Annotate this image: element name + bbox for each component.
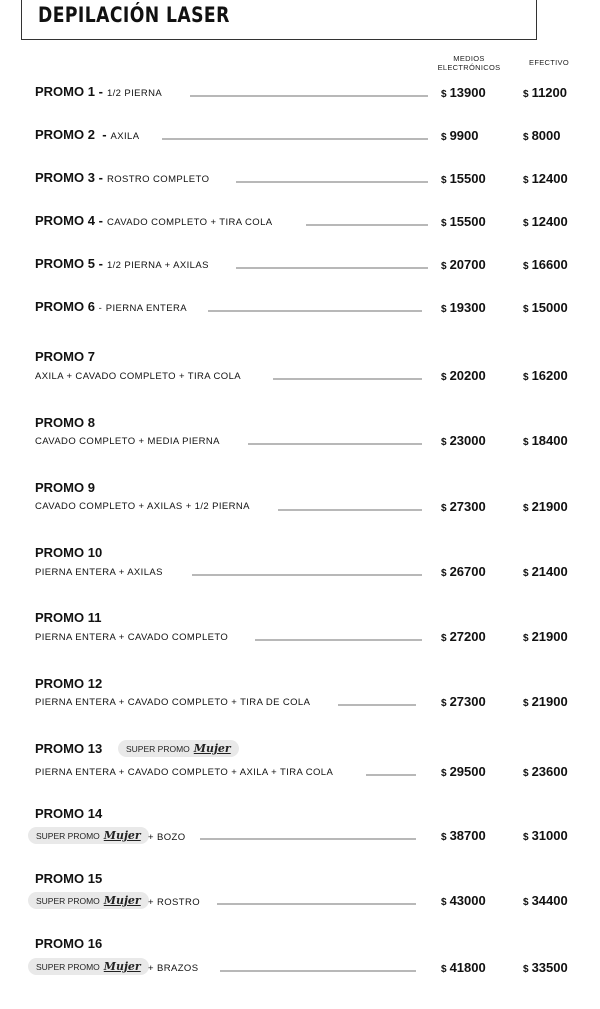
price-electronic: $ 20700 (441, 257, 486, 272)
column-header-electronic-line2: ELECTRÓNICOS (437, 63, 501, 72)
leader-line (255, 639, 422, 641)
price-electronic: $ 13900 (441, 85, 486, 100)
price-electronic: $ 27300 (441, 694, 486, 709)
title-box (21, 0, 537, 40)
price-electronic: $ 43000 (441, 893, 486, 908)
price-cash: $ 23600 (523, 764, 568, 779)
promo-row-13 (0, 740, 600, 790)
price-cash: $ 15000 (523, 300, 568, 315)
promo-desc: + BOZO (148, 832, 186, 843)
super-promo-badge: SUPER PROMO Mujer (118, 740, 239, 757)
price-electronic: $ 29500 (441, 764, 486, 779)
price-electronic: $ 15500 (441, 171, 486, 186)
promo-desc: AXILA (110, 131, 140, 142)
price-cash: $ 16600 (523, 257, 568, 272)
promo-name: PROMO 8 (35, 415, 95, 430)
promo-title: PROMO 3 - ROSTRO COMPLETO (35, 170, 210, 185)
promo-name: PROMO 1 (35, 84, 95, 99)
price-cash: $ 21400 (523, 564, 568, 579)
promo-name: PROMO 10 (35, 545, 103, 560)
promo-row-15 (0, 871, 600, 921)
leader-line (236, 267, 428, 269)
promo-name: PROMO 7 (35, 349, 95, 364)
leader-line (217, 903, 416, 905)
price-cash: $ 16200 (523, 368, 568, 383)
leader-line (208, 310, 422, 312)
leader-line (220, 970, 416, 972)
promo-desc: PIERNA ENTERA + CAVADO COMPLETO + AXILA + TIRA COLA (35, 767, 334, 778)
price-cash: $ 31000 (523, 828, 568, 843)
price-cash: $ 34400 (523, 893, 568, 908)
promo-row-8 (0, 415, 600, 465)
promo-row-3 (0, 170, 600, 210)
promo-name: PROMO 2 (35, 127, 95, 142)
price-electronic: $ 27300 (441, 499, 486, 514)
promo-name: PROMO 6 (35, 299, 95, 314)
promo-desc: + BRAZOS (148, 963, 199, 974)
promo-desc: CAVADO COMPLETO + TIRA COLA (106, 217, 273, 228)
price-cash: $ 33500 (523, 960, 568, 975)
super-promo-badge: SUPER PROMO Mujer (28, 892, 149, 909)
promo-desc: 1/2 PIERNA (106, 88, 163, 99)
price-cash: $ 12400 (523, 214, 568, 229)
price-cash: $ 8000 (523, 128, 561, 143)
leader-line (190, 95, 428, 97)
leader-line (236, 181, 428, 183)
promo-name: PROMO 16 (35, 936, 103, 951)
promo-desc: 1/2 PIERNA + AXILAS (106, 260, 209, 271)
promo-name: PROMO 3 (35, 170, 95, 185)
promo-row-6 (0, 299, 600, 339)
promo-row-4 (0, 213, 600, 253)
promo-title: PROMO 5 - 1/2 PIERNA + AXILAS (35, 256, 209, 271)
promo-desc: CAVADO COMPLETO + MEDIA PIERNA (35, 436, 220, 447)
leader-line (248, 443, 422, 445)
price-electronic: $ 9900 (441, 128, 479, 143)
promo-row-12 (0, 676, 600, 726)
promo-desc: + ROSTRO (148, 897, 201, 908)
price-cash: $ 12400 (523, 171, 568, 186)
promo-desc: AXILA + CAVADO COMPLETO + TIRA COLA (35, 371, 242, 382)
column-header-electronic-line1: MEDIOS (453, 54, 485, 63)
promo-row-9 (0, 480, 600, 530)
price-electronic: $ 20200 (441, 368, 486, 383)
promo-name: PROMO 9 (35, 480, 95, 495)
promo-desc: CAVADO COMPLETO + AXILAS + 1/2 PIERNA (35, 501, 250, 512)
leader-line (273, 378, 422, 380)
promo-name: PROMO 14 (35, 806, 103, 821)
price-cash: $ 11200 (523, 85, 567, 100)
price-cash: $ 21900 (523, 499, 568, 514)
leader-line (200, 838, 416, 840)
promo-desc: PIERNA ENTERA + AXILAS (35, 567, 163, 578)
promo-name: PROMO 4 (35, 213, 95, 228)
price-cash: $ 18400 (523, 433, 568, 448)
promo-name: PROMO 11 (35, 610, 102, 625)
promo-title: PROMO 2 - AXILA (35, 127, 140, 142)
leader-line (366, 774, 416, 776)
promo-desc: PIERNA ENTERA + CAVADO COMPLETO (35, 632, 229, 643)
price-electronic: $ 26700 (441, 564, 486, 579)
promo-row-11 (0, 610, 600, 660)
page-title: DEPILACIÓN LASER (38, 3, 230, 27)
price-electronic: $ 27200 (441, 629, 486, 644)
promo-row-14 (0, 806, 600, 856)
price-electronic: $ 15500 (441, 214, 486, 229)
promo-name: PROMO 12 (35, 676, 103, 691)
promo-title: PROMO 1 - 1/2 PIERNA (35, 84, 163, 99)
column-header-electronic (430, 54, 508, 72)
price-electronic: $ 23000 (441, 433, 486, 448)
leader-line (306, 224, 428, 226)
promo-title: PROMO 4 - CAVADO COMPLETO + TIRA COLA (35, 213, 273, 228)
price-electronic: $ 38700 (441, 828, 486, 843)
promo-row-7 (0, 349, 600, 399)
leader-line (192, 574, 422, 576)
promo-desc: ROSTRO COMPLETO (106, 174, 210, 185)
price-cash: $ 21900 (523, 694, 568, 709)
promo-row-2 (0, 127, 600, 167)
leader-line (278, 509, 422, 511)
promo-name: PROMO 15 (35, 871, 103, 886)
promo-desc: PIERNA ENTERA + CAVADO COMPLETO + TIRA DE COLA (35, 697, 311, 708)
promo-row-5 (0, 256, 600, 296)
promo-row-16 (0, 936, 600, 986)
price-electronic: $ 41800 (441, 960, 486, 975)
leader-line (162, 138, 428, 140)
promo-name: PROMO 13 (35, 741, 103, 756)
column-header-cash: EFECTIVO (529, 58, 569, 67)
promo-title: PROMO 6 - PIERNA ENTERA (35, 299, 187, 314)
promo-row-1 (0, 84, 600, 124)
promo-row-10 (0, 545, 600, 595)
super-promo-badge: SUPER PROMO Mujer (28, 827, 149, 844)
promo-name: PROMO 5 (35, 256, 95, 271)
price-electronic: $ 19300 (441, 300, 486, 315)
super-promo-badge: SUPER PROMO Mujer (28, 958, 149, 975)
price-cash: $ 21900 (523, 629, 568, 644)
promo-desc: PIERNA ENTERA (105, 303, 187, 314)
leader-line (338, 704, 416, 706)
